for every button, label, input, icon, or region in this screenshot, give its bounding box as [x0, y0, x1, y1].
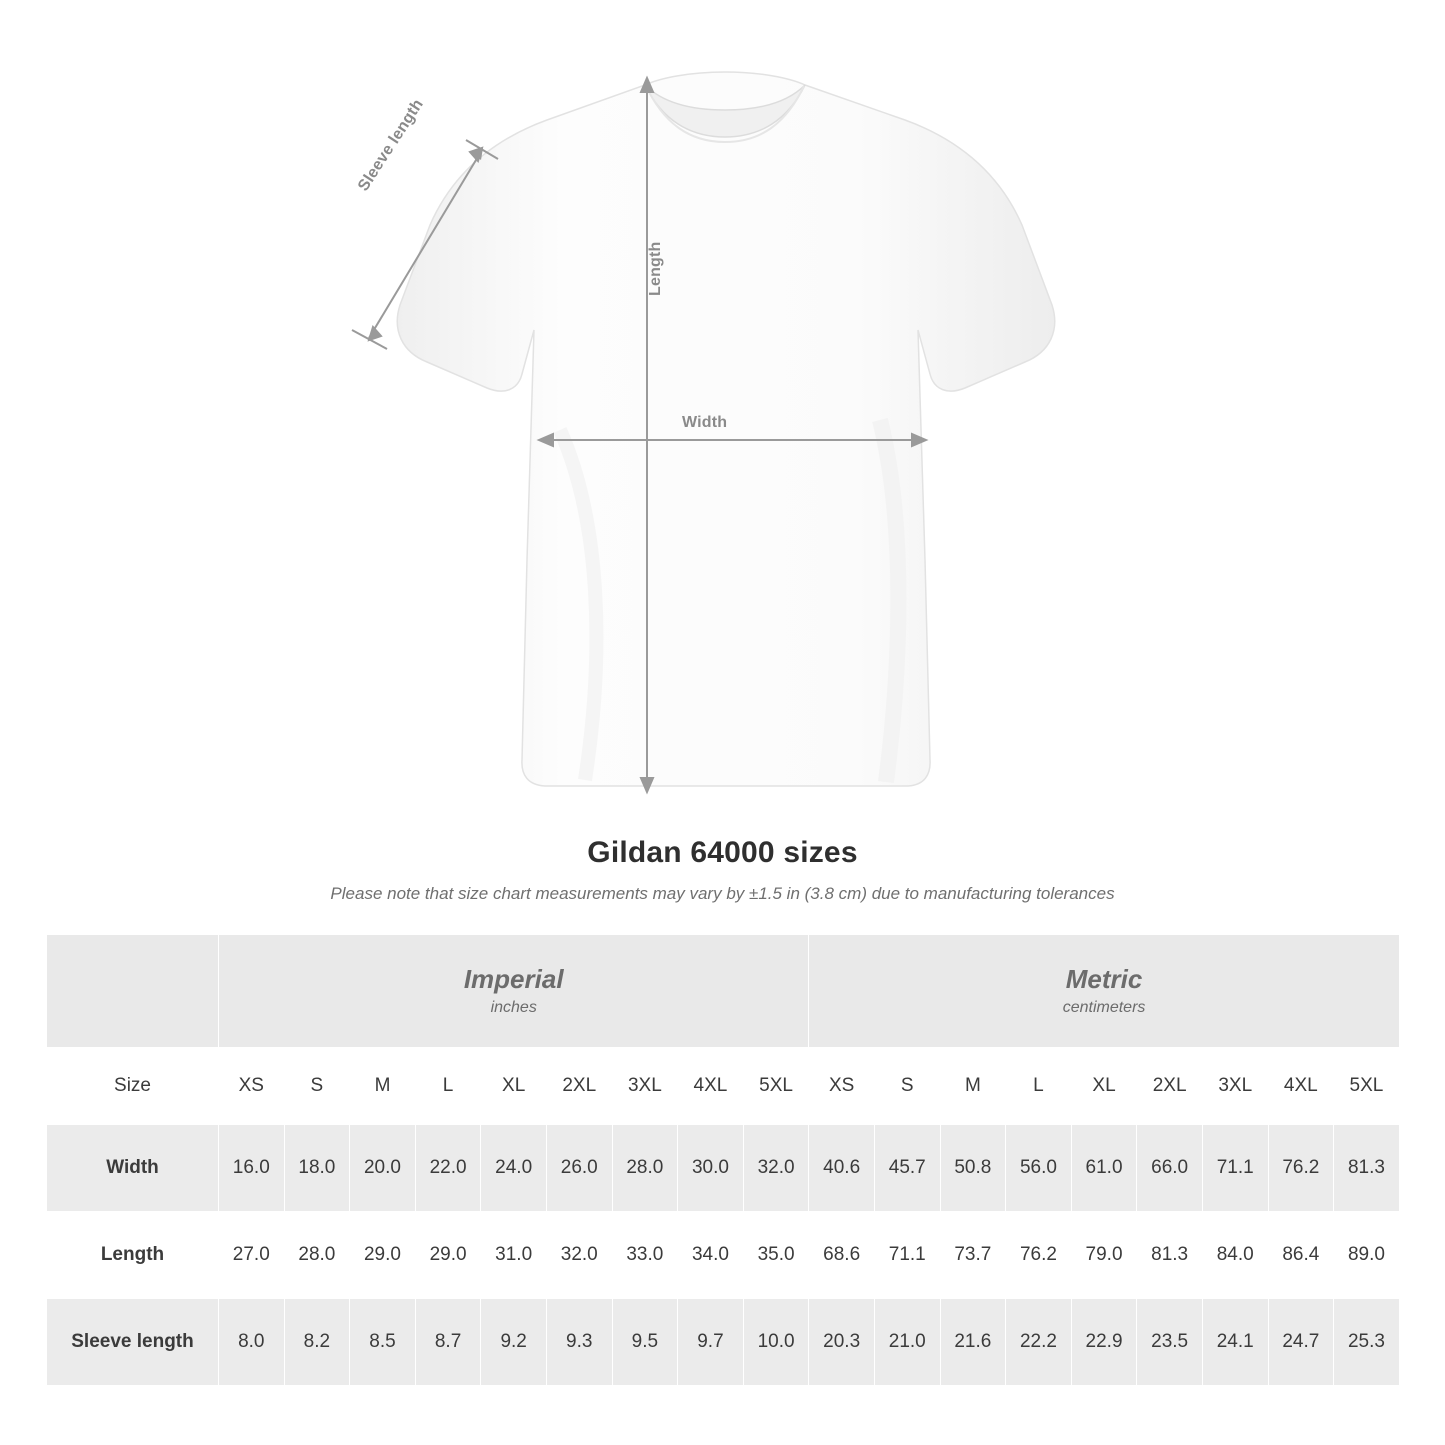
- measurement-value: 26.0: [546, 1125, 612, 1212]
- measurement-value: 21.0: [874, 1299, 940, 1386]
- unit-group-metric: [809, 935, 1399, 1048]
- sleeve-length-label: Sleeve length: [355, 96, 427, 195]
- measurement-value: 71.1: [874, 1212, 940, 1299]
- table-row: [47, 1212, 1400, 1299]
- size-column-header: L: [415, 1048, 481, 1125]
- size-column-header: 4XL: [678, 1048, 744, 1125]
- measurement-value: 76.2: [1268, 1125, 1334, 1212]
- length-label: Length: [647, 241, 664, 296]
- measurement-value: 68.6: [809, 1212, 875, 1299]
- size-column-header: 3XL: [1202, 1048, 1268, 1125]
- measurement-label: Length: [47, 1212, 219, 1299]
- row-header-label: Size: [47, 1048, 219, 1125]
- measurement-value: 8.2: [284, 1299, 350, 1386]
- measurement-label: Width: [47, 1125, 219, 1212]
- size-column-header: XL: [481, 1048, 547, 1125]
- size-column-header: L: [1006, 1048, 1072, 1125]
- unit-group-sub: centimeters: [1062, 999, 1146, 1017]
- measurement-value: 9.3: [546, 1299, 612, 1386]
- unit-group-name: Imperial: [463, 963, 564, 994]
- measurement-value: 40.6: [809, 1125, 875, 1212]
- size-column-header: 5XL: [743, 1048, 809, 1125]
- unit-group-header-row: [47, 935, 1400, 1048]
- size-column-header: XL: [1071, 1048, 1137, 1125]
- unit-group-name: Metric: [1065, 963, 1143, 994]
- measurement-value: 9.7: [678, 1299, 744, 1386]
- measurement-value: 32.0: [546, 1212, 612, 1299]
- measurement-value: 29.0: [415, 1212, 481, 1299]
- table-row: [47, 1125, 1400, 1212]
- measurement-value: 33.0: [612, 1212, 678, 1299]
- size-table-wrapper: [46, 934, 1399, 1386]
- size-column-header: M: [940, 1048, 1006, 1125]
- measurement-value: 32.0: [743, 1125, 809, 1212]
- measurement-value: 24.7: [1268, 1299, 1334, 1386]
- measurement-value: 8.0: [219, 1299, 285, 1386]
- size-column-header: 5XL: [1334, 1048, 1400, 1125]
- size-column-header: S: [874, 1048, 940, 1125]
- measurement-value: 81.3: [1137, 1212, 1203, 1299]
- page-title: Gildan 64000 sizes: [587, 836, 858, 869]
- size-table: [46, 934, 1400, 1386]
- measurement-value: 86.4: [1268, 1212, 1334, 1299]
- size-column-header: XS: [219, 1048, 285, 1125]
- measurement-value: 18.0: [284, 1125, 350, 1212]
- size-chart-heading: [0, 836, 1445, 904]
- size-column-header: XS: [809, 1048, 875, 1125]
- measurement-value: 30.0: [678, 1125, 744, 1212]
- measurement-value: 8.5: [350, 1299, 416, 1386]
- measurement-value: 56.0: [1006, 1125, 1072, 1212]
- size-column-header: 3XL: [612, 1048, 678, 1125]
- unit-corner-cell: [47, 935, 219, 1048]
- measurement-value: 25.3: [1334, 1299, 1400, 1386]
- measurement-value: 27.0: [219, 1212, 285, 1299]
- measurement-value: 31.0: [481, 1212, 547, 1299]
- measurement-value: 23.5: [1137, 1299, 1203, 1386]
- measurement-value: 71.1: [1202, 1125, 1268, 1212]
- measurement-value: 22.9: [1071, 1299, 1137, 1386]
- measurement-value: 76.2: [1006, 1212, 1072, 1299]
- measurement-value: 8.7: [415, 1299, 481, 1386]
- measurement-value: 34.0: [678, 1212, 744, 1299]
- measurement-value: 24.0: [481, 1125, 547, 1212]
- size-column-header: 4XL: [1268, 1048, 1334, 1125]
- unit-group-imperial: [219, 935, 809, 1048]
- size-header-row: [47, 1048, 1400, 1125]
- size-table-body: [47, 1125, 1400, 1386]
- measurement-value: 24.1: [1202, 1299, 1268, 1386]
- size-column-header: S: [284, 1048, 350, 1125]
- measurement-value: 20.0: [350, 1125, 416, 1212]
- measurement-value: 16.0: [219, 1125, 285, 1212]
- measurement-value: 79.0: [1071, 1212, 1137, 1299]
- measurement-note: Please note that size chart measurements may vary by ±1.5 in (3.8 cm) due to manufacturing tolerances: [330, 884, 1115, 903]
- measurement-value: 81.3: [1334, 1125, 1400, 1212]
- measurement-value: 35.0: [743, 1212, 809, 1299]
- size-column-header: 2XL: [546, 1048, 612, 1125]
- unit-group-sub: inches: [490, 999, 537, 1017]
- measurement-value: 28.0: [612, 1125, 678, 1212]
- size-column-header: M: [350, 1048, 416, 1125]
- measurement-value: 89.0: [1334, 1212, 1400, 1299]
- measurement-value: 20.3: [809, 1299, 875, 1386]
- width-label: Width: [682, 414, 728, 431]
- measurement-value: 29.0: [350, 1212, 416, 1299]
- measurement-value: 10.0: [743, 1299, 809, 1386]
- size-column-header: 2XL: [1137, 1048, 1203, 1125]
- measurement-value: 21.6: [940, 1299, 1006, 1386]
- measurement-value: 9.2: [481, 1299, 547, 1386]
- measurement-value: 22.0: [415, 1125, 481, 1212]
- measurement-value: 50.8: [940, 1125, 1006, 1212]
- measurement-value: 22.2: [1006, 1299, 1072, 1386]
- measurement-value: 45.7: [874, 1125, 940, 1212]
- measurement-value: 28.0: [284, 1212, 350, 1299]
- measurement-value: 66.0: [1137, 1125, 1203, 1212]
- measurement-value: 61.0: [1071, 1125, 1137, 1212]
- table-row: [47, 1299, 1400, 1386]
- measurement-value: 73.7: [940, 1212, 1006, 1299]
- measurement-value: 84.0: [1202, 1212, 1268, 1299]
- measurement-value: 9.5: [612, 1299, 678, 1386]
- measurement-label: Sleeve length: [47, 1299, 219, 1386]
